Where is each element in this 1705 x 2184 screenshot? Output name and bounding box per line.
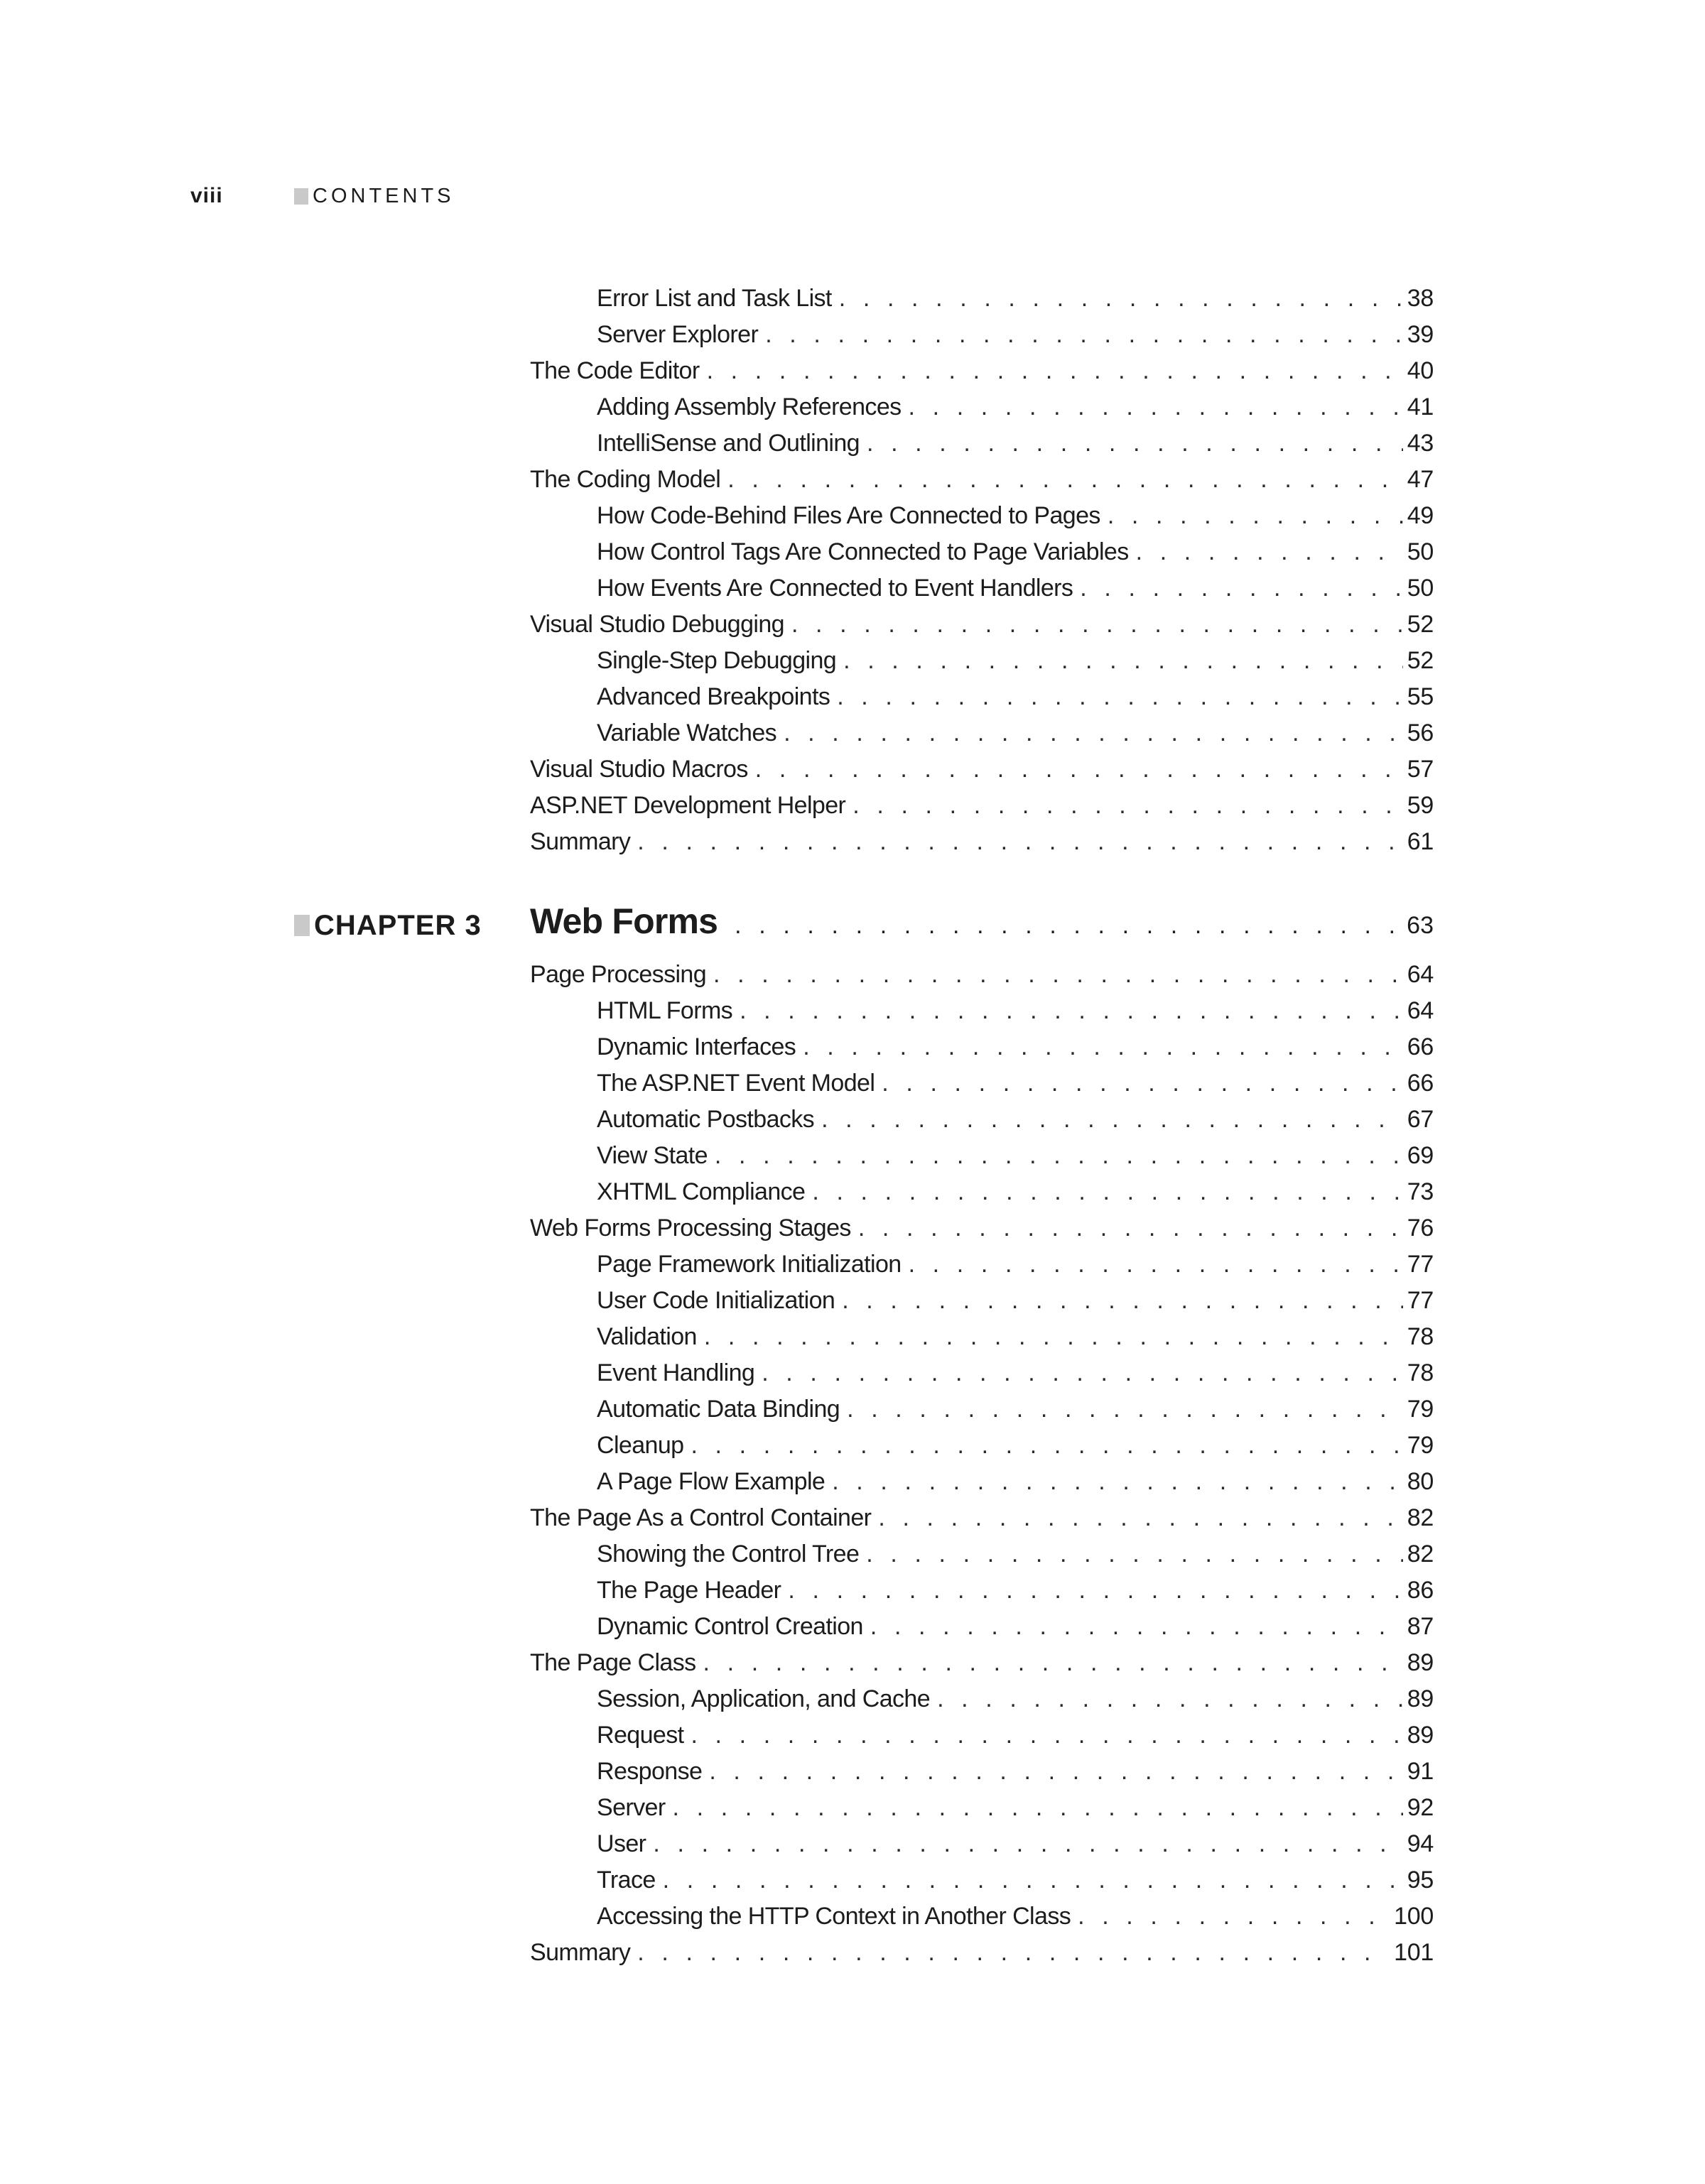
dot-leader bbox=[762, 1359, 1403, 1387]
toc-entry-page: 78 bbox=[1407, 1323, 1434, 1350]
chapter-title: Web Forms bbox=[530, 901, 718, 941]
toc-entry-page: 49 bbox=[1407, 502, 1434, 529]
toc-entry[interactable] bbox=[530, 1070, 1434, 1106]
dot-leader bbox=[765, 321, 1403, 349]
toc-entry-page: 79 bbox=[1407, 1432, 1434, 1459]
toc-entry-page: 100 bbox=[1394, 1903, 1434, 1930]
toc-entry-page: 55 bbox=[1407, 683, 1434, 710]
toc-entry-title: Advanced Breakpoints bbox=[597, 683, 830, 710]
toc-entry-title: A Page Flow Example bbox=[597, 1468, 826, 1495]
dot-leader bbox=[784, 719, 1403, 747]
running-head-label: CONTENTS bbox=[313, 184, 455, 207]
toc-entry-title: Variable Watches bbox=[597, 719, 777, 746]
toc-entry[interactable] bbox=[530, 1685, 1434, 1722]
chapter-heading[interactable] bbox=[530, 901, 1434, 950]
dot-leader bbox=[837, 683, 1403, 711]
toc-entry[interactable] bbox=[530, 1251, 1434, 1287]
toc-entry-page: 56 bbox=[1407, 719, 1434, 746]
toc-entry-title: Dynamic Interfaces bbox=[597, 1033, 796, 1060]
toc-entry-page: 47 bbox=[1407, 466, 1434, 493]
toc-entry-title: Event Handling bbox=[597, 1359, 755, 1386]
toc-entry-title: Dynamic Control Creation bbox=[597, 1613, 863, 1640]
toc-entry[interactable] bbox=[530, 1722, 1434, 1758]
dot-leader bbox=[839, 285, 1403, 313]
toc-entry[interactable] bbox=[530, 538, 1434, 575]
toc-entry-title: Page Processing bbox=[530, 961, 707, 988]
toc-entry[interactable] bbox=[530, 1323, 1434, 1359]
square-marker-icon bbox=[294, 915, 310, 936]
dot-leader bbox=[832, 1468, 1403, 1496]
toc-entry-title: The ASP.NET Event Model bbox=[597, 1070, 875, 1097]
toc-entry-title: Accessing the HTTP Context in Another Class bbox=[597, 1903, 1071, 1930]
toc-entry[interactable] bbox=[530, 466, 1434, 502]
toc-entry-page: 39 bbox=[1407, 321, 1434, 348]
toc-entry-title: Visual Studio Macros bbox=[530, 756, 748, 783]
dot-leader bbox=[847, 1396, 1403, 1423]
toc-entry-page: 91 bbox=[1407, 1758, 1434, 1785]
toc-entry[interactable] bbox=[530, 1939, 1434, 1975]
toc-entry[interactable] bbox=[530, 502, 1434, 538]
toc-entry-title: ASP.NET Development Helper bbox=[530, 792, 846, 819]
dot-leader bbox=[707, 357, 1403, 385]
toc-entry-title: The Code Editor bbox=[530, 357, 700, 384]
toc-entry-page: 89 bbox=[1407, 1685, 1434, 1712]
page-number: viii bbox=[190, 184, 223, 207]
toc-entry-title: How Control Tags Are Connected to Page Variables bbox=[597, 538, 1129, 565]
dot-leader bbox=[663, 1867, 1403, 1894]
toc-entry-title: User bbox=[597, 1830, 646, 1857]
dot-leader bbox=[1078, 1903, 1390, 1930]
toc-entry-page: 61 bbox=[1407, 828, 1434, 855]
toc-entry-title: Cleanup bbox=[597, 1432, 684, 1459]
page-header bbox=[190, 182, 223, 210]
toc-entry-page: 64 bbox=[1407, 997, 1434, 1024]
toc-entry[interactable] bbox=[530, 1541, 1434, 1577]
toc-entry-page: 43 bbox=[1407, 430, 1434, 457]
dot-leader bbox=[709, 1758, 1402, 1786]
toc-entry-title: IntelliSense and Outlining bbox=[597, 430, 860, 457]
toc-entry-title: Adding Assembly References bbox=[597, 393, 902, 420]
toc-entry[interactable] bbox=[530, 756, 1434, 792]
toc-entry[interactable] bbox=[530, 1758, 1434, 1794]
dot-leader bbox=[867, 430, 1403, 457]
toc-entry-title: HTML Forms bbox=[597, 997, 733, 1024]
dot-leader bbox=[1136, 538, 1403, 566]
dot-leader bbox=[812, 1178, 1402, 1206]
toc-entry-page: 86 bbox=[1407, 1577, 1434, 1604]
dot-leader bbox=[858, 1215, 1403, 1242]
toc-entry[interactable] bbox=[530, 1903, 1434, 1939]
toc-entry-page: 92 bbox=[1407, 1794, 1434, 1821]
toc-entry-title: Session, Application, and Cache bbox=[597, 1685, 931, 1712]
toc-entry-page: 50 bbox=[1407, 538, 1434, 565]
toc-entry-page: 59 bbox=[1407, 792, 1434, 819]
toc-entry-title: Response bbox=[597, 1758, 703, 1785]
toc-entry-page: 40 bbox=[1407, 357, 1434, 384]
toc-entry-page: 52 bbox=[1407, 611, 1434, 638]
toc-entry-page: 57 bbox=[1407, 756, 1434, 783]
toc-entry[interactable] bbox=[530, 828, 1434, 864]
toc-entry-title: Page Framework Initialization bbox=[597, 1251, 902, 1278]
dot-leader bbox=[727, 466, 1403, 494]
chapter-label bbox=[294, 908, 482, 943]
toc-entry-title: User Code Initialization bbox=[597, 1287, 835, 1314]
dot-leader bbox=[713, 961, 1403, 989]
toc-entry[interactable] bbox=[530, 1178, 1434, 1215]
toc-entry-page: 77 bbox=[1407, 1287, 1434, 1314]
dot-leader bbox=[821, 1106, 1403, 1134]
toc-entry[interactable] bbox=[530, 1867, 1434, 1903]
dot-leader bbox=[870, 1613, 1403, 1641]
toc-entry-title: Server bbox=[597, 1794, 666, 1821]
toc-entry[interactable] bbox=[530, 1468, 1434, 1504]
toc-entry-page: 38 bbox=[1407, 285, 1434, 312]
toc-entry-title: How Code-Behind Files Are Connected to Pages bbox=[597, 502, 1100, 529]
toc-entry-page: 77 bbox=[1407, 1251, 1434, 1278]
toc-entry-page: 79 bbox=[1407, 1396, 1434, 1423]
toc-entry[interactable] bbox=[530, 575, 1434, 611]
toc-entry-title: Automatic Data Binding bbox=[597, 1396, 840, 1423]
toc-entry-title: Error List and Task List bbox=[597, 285, 832, 312]
toc-entry-title: Summary bbox=[530, 1939, 631, 1966]
toc-entry-title: Single-Step Debugging bbox=[597, 647, 837, 674]
toc-entry-page: 80 bbox=[1407, 1468, 1434, 1495]
toc-entry[interactable] bbox=[530, 1830, 1434, 1867]
toc-entry-page: 66 bbox=[1407, 1033, 1434, 1060]
toc-entry-title: Server Explorer bbox=[597, 321, 759, 348]
dot-leader bbox=[637, 828, 1403, 856]
toc-entry[interactable] bbox=[530, 1396, 1434, 1432]
dot-leader bbox=[735, 912, 1402, 940]
dot-leader bbox=[653, 1830, 1402, 1858]
toc-entry-page: 78 bbox=[1407, 1359, 1434, 1386]
dot-leader bbox=[691, 1432, 1402, 1460]
toc-entry-title: Visual Studio Debugging bbox=[530, 611, 784, 638]
toc-entry-page: 64 bbox=[1407, 961, 1434, 988]
toc-entry[interactable] bbox=[530, 1106, 1434, 1142]
toc-entry-title: View State bbox=[597, 1142, 708, 1169]
toc-entry[interactable] bbox=[530, 1794, 1434, 1830]
dot-leader bbox=[703, 1649, 1403, 1677]
toc-entry-page: 82 bbox=[1407, 1541, 1434, 1568]
toc-entry-title: Request bbox=[597, 1722, 684, 1749]
dot-leader bbox=[937, 1685, 1403, 1713]
toc-entry[interactable] bbox=[530, 1215, 1434, 1251]
toc-entry-title: Summary bbox=[530, 828, 631, 855]
toc-entry[interactable] bbox=[530, 393, 1434, 430]
dot-leader bbox=[637, 1939, 1390, 1967]
toc-entry[interactable] bbox=[530, 1432, 1434, 1468]
toc-entry-page: 101 bbox=[1394, 1939, 1434, 1966]
toc-entry-page: 50 bbox=[1407, 575, 1434, 602]
toc-entry-page: 89 bbox=[1407, 1649, 1434, 1676]
dot-leader bbox=[715, 1142, 1403, 1170]
toc-entry[interactable] bbox=[530, 647, 1434, 683]
toc-entry[interactable] bbox=[530, 611, 1434, 647]
dot-leader bbox=[691, 1722, 1402, 1749]
toc-entry[interactable] bbox=[530, 430, 1434, 466]
toc-entry-page: 87 bbox=[1407, 1613, 1434, 1640]
dot-leader bbox=[791, 611, 1403, 639]
chapter-label-text: CHAPTER 3 bbox=[314, 909, 482, 941]
toc-entry[interactable] bbox=[530, 285, 1434, 321]
toc-entry-page: 82 bbox=[1407, 1504, 1434, 1531]
toc-entry[interactable] bbox=[530, 1504, 1434, 1541]
toc-entry-title: The Page Header bbox=[597, 1577, 781, 1604]
square-marker-icon bbox=[294, 188, 308, 205]
toc-entry-title: Trace bbox=[597, 1867, 656, 1894]
toc-entry-title: The Page As a Control Container bbox=[530, 1504, 872, 1531]
toc-entry[interactable] bbox=[530, 1359, 1434, 1396]
dot-leader bbox=[740, 997, 1403, 1025]
toc-entry[interactable] bbox=[530, 1649, 1434, 1685]
toc-entry-title: How Events Are Connected to Event Handlers bbox=[597, 575, 1073, 602]
toc-section-before bbox=[530, 285, 1434, 864]
toc-entry-title: The Coding Model bbox=[530, 466, 721, 493]
toc-entry[interactable] bbox=[530, 683, 1434, 719]
dot-leader bbox=[1108, 502, 1403, 530]
toc-entry-title: Automatic Postbacks bbox=[597, 1106, 815, 1133]
dot-leader bbox=[788, 1577, 1402, 1604]
toc-entry-title: The Page Class bbox=[530, 1649, 696, 1676]
toc-section-after bbox=[530, 961, 1434, 1975]
toc-entry-title: Validation bbox=[597, 1323, 697, 1350]
toc-entry[interactable] bbox=[530, 961, 1434, 997]
running-head bbox=[294, 182, 455, 210]
toc-entry[interactable] bbox=[530, 1142, 1434, 1178]
toc-entry-page: 41 bbox=[1407, 393, 1434, 420]
dot-leader bbox=[909, 1251, 1403, 1278]
toc-entry-page: 67 bbox=[1407, 1106, 1434, 1133]
toc-entry-page: 66 bbox=[1407, 1070, 1434, 1097]
chapter-page-number: 63 bbox=[1407, 912, 1434, 939]
dot-leader bbox=[866, 1541, 1403, 1568]
dot-leader bbox=[878, 1504, 1402, 1532]
toc-entry-title: Showing the Control Tree bbox=[597, 1541, 860, 1568]
toc-entry[interactable] bbox=[530, 357, 1434, 393]
toc-entry-title: XHTML Compliance bbox=[597, 1178, 806, 1205]
dot-leader bbox=[843, 647, 1403, 675]
toc-entry-page: 95 bbox=[1407, 1867, 1434, 1894]
toc-entry[interactable] bbox=[530, 1613, 1434, 1649]
toc-entry-page: 89 bbox=[1407, 1722, 1434, 1749]
toc-entry-page: 94 bbox=[1407, 1830, 1434, 1857]
dot-leader bbox=[673, 1794, 1403, 1822]
dot-leader bbox=[882, 1070, 1403, 1097]
toc-entry[interactable] bbox=[530, 1577, 1434, 1613]
toc-entry[interactable] bbox=[530, 719, 1434, 756]
dot-leader bbox=[1080, 575, 1402, 602]
toc-entry-page: 73 bbox=[1407, 1178, 1434, 1205]
dot-leader bbox=[909, 393, 1403, 421]
dot-leader bbox=[852, 792, 1403, 820]
dot-leader bbox=[842, 1287, 1403, 1315]
toc-entry[interactable] bbox=[530, 1287, 1434, 1323]
dot-leader bbox=[803, 1033, 1403, 1061]
toc-entry-page: 76 bbox=[1407, 1215, 1434, 1242]
toc-entry[interactable] bbox=[530, 997, 1434, 1033]
dot-leader bbox=[755, 756, 1403, 783]
toc-entry-page: 52 bbox=[1407, 647, 1434, 674]
toc-entry-title: Web Forms Processing Stages bbox=[530, 1215, 851, 1242]
toc-entry-page: 69 bbox=[1407, 1142, 1434, 1169]
dot-leader bbox=[704, 1323, 1403, 1351]
toc-entry[interactable] bbox=[530, 321, 1434, 357]
toc-entry[interactable] bbox=[530, 792, 1434, 828]
toc-entry[interactable] bbox=[530, 1033, 1434, 1070]
